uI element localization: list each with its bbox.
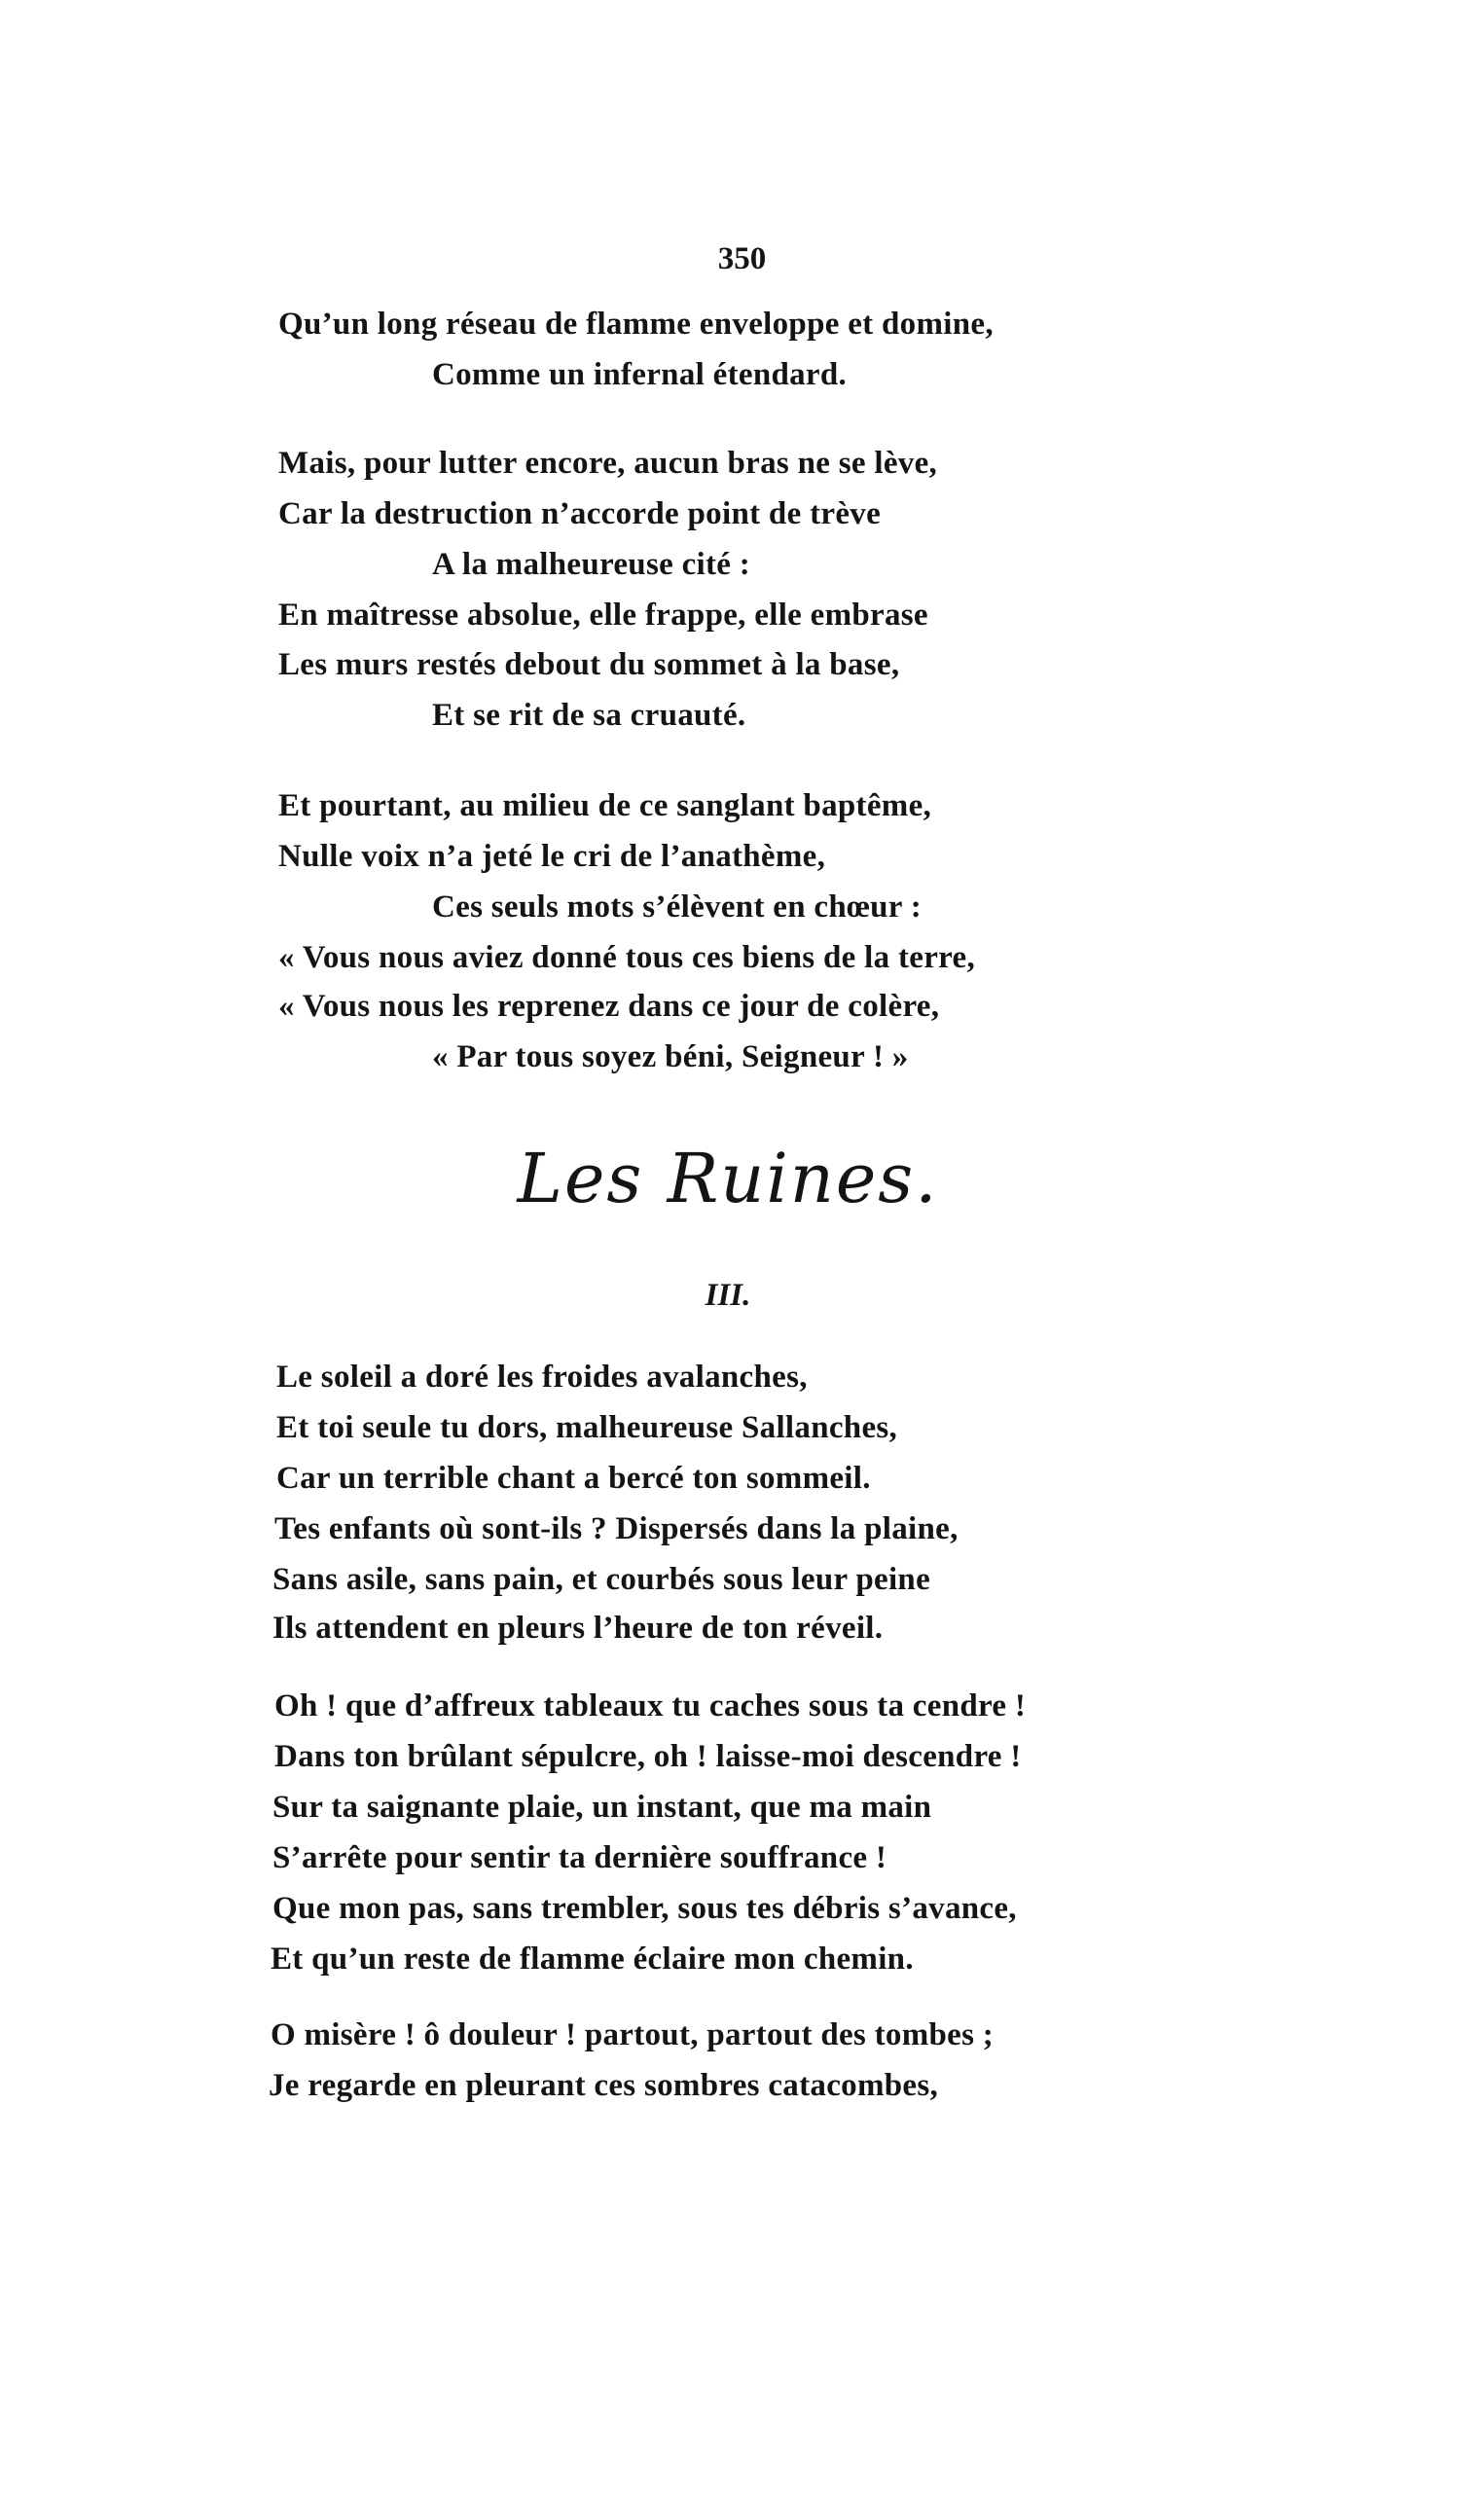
verse-line: Et toi seule tu dors, malheureuse Sallanches, [276,1410,898,1445]
verse-line: « Vous nous aviez donné tous ces biens de la terre, [278,940,976,975]
verse-line: Car la destruction n’accorde point de trève [278,496,882,531]
verse-line: Et pourtant, au milieu de ce sanglant baptême, [278,788,932,823]
verse-line: Nulle voix n’a jeté le cri de l’anathème, [278,839,826,874]
verse-line: Je regarde en pleurant ces sombres catacombes, [269,2068,939,2103]
verse-line: « Par tous soyez béni, Seigneur ! » [432,1039,909,1074]
verse-line: Sans asile, sans pain, et courbés sous leur peine [272,1562,931,1597]
verse-line: Les murs restés debout du sommet à la base, [278,647,900,682]
verse-line: Et se rit de sa cruauté. [432,698,746,733]
poem-title: Les Ruines. [517,1139,939,1218]
section-number: III. [705,1278,751,1313]
verse-line: A la malheureuse cité : [432,547,751,582]
page-number: 350 [717,241,767,276]
verse-line: O misère ! ô douleur ! partout, partout des tombes ; [271,2017,995,2052]
verse-line: Le soleil a doré les froides avalanches, [276,1360,808,1395]
verse-line: Oh ! que d’affreux tableaux tu caches sous ta cendre ! [274,1688,1027,1724]
verse-line: Que mon pas, sans trembler, sous tes débris s’avance, [272,1891,1017,1926]
verse-line: « Vous nous les reprenez dans ce jour de colère, [278,989,940,1024]
verse-line: Qu’un long réseau de flamme enveloppe et domine, [278,307,994,342]
verse-line: Car un terrible chant a bercé ton sommeil. [276,1461,871,1496]
verse-line: Mais, pour lutter encore, aucun bras ne se lève, [278,446,938,481]
verse-line: Sur ta saignante plaie, un instant, que ma main [272,1790,932,1825]
verse-line: Ces seuls mots s’élèvent en chœur : [432,889,923,925]
verse-line: Tes enfants où sont-ils ? Dispersés dans la plaine, [274,1511,959,1546]
verse-line: En maîtresse absolue, elle frappe, elle embrase [278,598,928,633]
verse-line: Et qu’un reste de flamme éclaire mon chemin. [271,1942,914,1977]
verse-line: Ils attendent en pleurs l’heure de ton réveil. [272,1611,884,1646]
verse-line: Dans ton brûlant sépulcre, oh ! laisse-moi descendre ! [274,1739,1022,1774]
verse-line: S’arrête pour sentir ta dernière souffrance ! [272,1840,887,1875]
verse-line: Comme un infernal étendard. [432,357,848,392]
